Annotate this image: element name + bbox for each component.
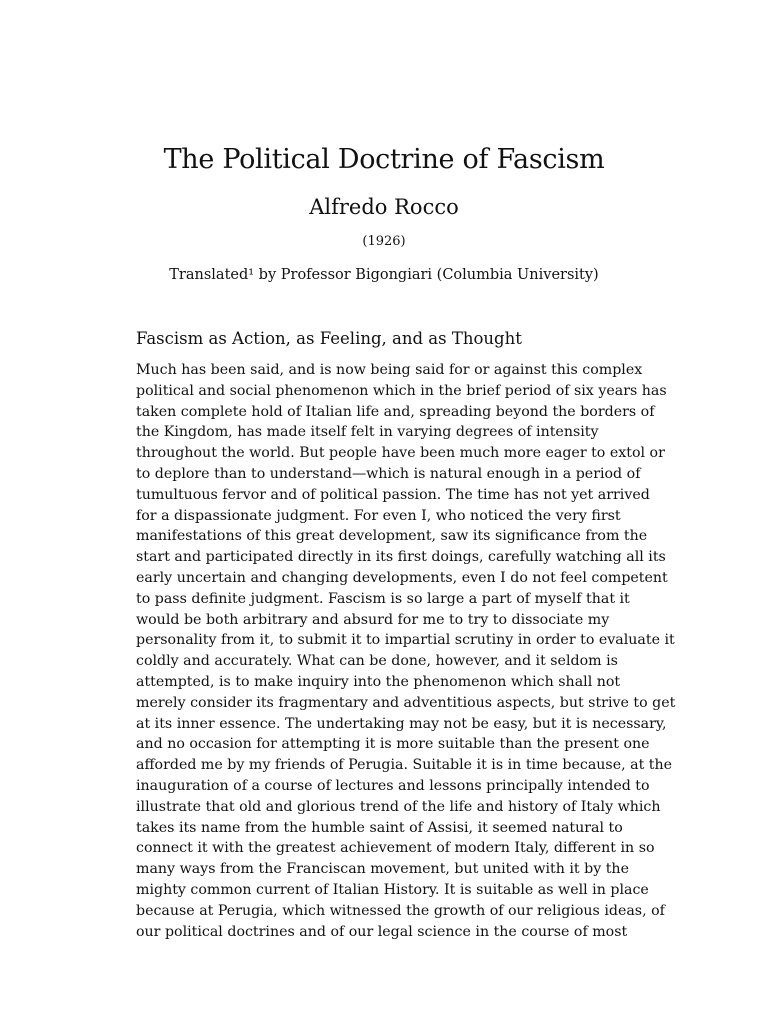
body-text-line: throughout the world. But people have been much more eager to extol or	[136, 445, 665, 462]
body-text-line: personality from it, to submit it to impartial scrutiny in order to evaluate it	[136, 632, 675, 649]
body-text-line: to deplore than to understand—which is natural enough in a period of	[136, 465, 641, 482]
body-text-line: takes its name from the humble saint of Assisi, it seemed natural to	[136, 819, 623, 836]
body-text-line: merely consider its fragmentary and adventitious aspects, but strive to get	[136, 694, 676, 711]
document-title: The Political Doctrine of Fascism	[163, 144, 605, 175]
body-text-line: attempted, is to make inquiry into the phenomenon which shall not	[136, 673, 621, 690]
body-text-line: and no occasion for attempting it is more suitable than the present one	[136, 736, 650, 753]
publication-year: (1926)	[362, 234, 406, 249]
body-text-line: illustrate that old and glorious trend of the life and history of Italy which	[136, 798, 661, 815]
body-text-line: tumultuous fervor and of political passion. The time has not yet arrived	[136, 486, 650, 503]
body-text-line: afforded me by my friends of Perugia. Suitable it is in time because, at the	[136, 757, 673, 774]
body-text-line: many ways from the Franciscan movement, but united with it by the	[136, 861, 629, 878]
body-text-line: to pass definite judgment. Fascism is so large a part of myself that it	[136, 590, 630, 607]
body-text-line: Much has been said, and is now being said for or against this complex	[136, 362, 643, 378]
body-paragraph	[136, 360, 676, 942]
body-text-line: mighty common current of Italian History. It is suitable as well in place	[136, 881, 649, 898]
body-text-line: manifestations of this great development, saw its significance from the	[136, 528, 648, 545]
body-text-line: political and social phenomenon which in the brief period of six years has	[136, 382, 667, 399]
body-text-line: early uncertain and changing developments, even I do not feel competent	[136, 569, 668, 586]
body-text-line: coldly and accurately. What can be done, however, and it seldom is	[136, 653, 618, 670]
translator-credit: Translated¹ by Professor Bigongiari (Columbia University)	[169, 267, 599, 283]
body-text-line: the Kingdom, has made itself felt in varying degrees of intensity	[136, 424, 599, 441]
body-text-line: would be both arbitrary and absurd for me to try to dissociate my	[136, 611, 610, 628]
body-text-line: our political doctrines and of our legal science in the course of most	[136, 923, 628, 940]
body-text-line: connect it with the greatest achievement of modern Italy, different in so	[136, 840, 655, 857]
body-text-line: because at Perugia, which witnessed the growth of our religious ideas, of	[136, 902, 665, 919]
document-author: Alfredo Rocco	[309, 195, 459, 219]
body-text-line: taken complete hold of Italian life and, spreading beyond the borders of	[136, 403, 655, 420]
section-heading: Fascism as Action, as Feeling, and as Thought	[136, 329, 522, 348]
body-text-line: start and participated directly in its first doings, carefully watching all its	[136, 549, 666, 566]
body-text-line: at its inner essence. The undertaking may not be easy, but it is necessary,	[136, 715, 667, 732]
body-text-line: inauguration of a course of lectures and lessons principally intended to	[136, 777, 650, 794]
body-text-line: for a dispassionate judgment. For even I, who noticed the very first	[136, 507, 621, 524]
